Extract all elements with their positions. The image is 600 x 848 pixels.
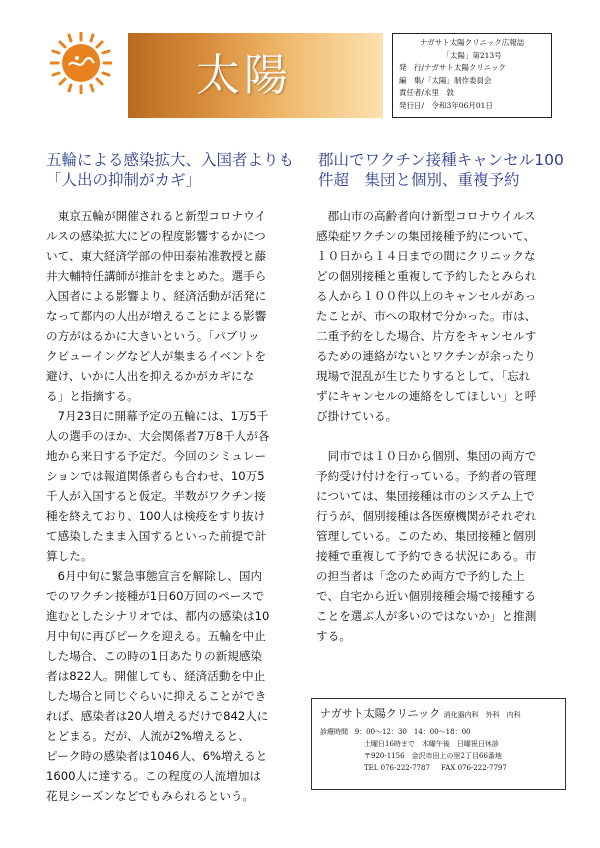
masthead-box bbox=[392, 33, 552, 118]
title-banner bbox=[128, 33, 383, 118]
body-line: 入国者による影響より、経済活動が活発に bbox=[46, 289, 267, 303]
right-article-body bbox=[316, 206, 561, 646]
body-line: 地から来日する予定だ。今回のシミュレー bbox=[46, 449, 267, 463]
masthead-line: ナガサト太陽クリニック広報誌 bbox=[419, 38, 525, 47]
body-line: び掛けている。 bbox=[316, 409, 398, 423]
masthead-line: 編 集/「太陽」制作委員会 bbox=[399, 75, 492, 85]
headline-line: 五輪による感染拡大、入国者よりも bbox=[46, 151, 295, 169]
clinic-address: 〒920-1156 金沢市田上の里2丁目66番地 bbox=[364, 752, 502, 760]
body-line: した場合、この時の1日あたりの新規感染 bbox=[46, 649, 263, 663]
body-line: ずにキャンセルの連絡をしてほしい」と呼 bbox=[316, 389, 537, 403]
masthead-line: 発 行/ナガサト太陽クリニック bbox=[399, 63, 506, 73]
newsletter-title: 太陽 bbox=[196, 50, 292, 101]
body-line: する。 bbox=[316, 629, 351, 643]
body-line: 行うが、個別接種は各医療機関がそれぞれ bbox=[316, 509, 537, 523]
clinic-fax: FAX 076-222-7797 bbox=[441, 764, 507, 772]
body-line: とどまる。だが、人流が2%増えると、 bbox=[46, 729, 250, 743]
body-line: クビューイングなど人が集まるイベントを bbox=[46, 349, 267, 363]
body-line: 同市では１０日から個別、集団の両方で bbox=[316, 449, 537, 463]
clinic-name: ナガサト太陽クリニック bbox=[320, 707, 441, 720]
body-line: で、自宅から近い個別接種会場で接種する bbox=[316, 589, 537, 603]
body-line: たことが、市への取材で分かった。市は、 bbox=[316, 309, 537, 323]
body-line: 東京五輪が開催されると新型コロナウイ bbox=[46, 209, 266, 223]
hours-label: 診療時間 bbox=[320, 728, 348, 736]
body-line: でのワクチン接種が1日60万回のペースで bbox=[46, 589, 265, 603]
clinic-tel: TEL 076-222-7787 bbox=[364, 764, 430, 772]
body-line: 者は822人。開催しても、経済活動を中止 bbox=[46, 669, 266, 683]
body-line: いて、東大経済学部の仲田泰祐准教授と藤 bbox=[46, 249, 267, 263]
body-line: 避け、いかに人出を抑えるかがカギにな bbox=[46, 369, 255, 383]
body-line: 感染症ワクチンの集団接種予約について、 bbox=[316, 229, 536, 243]
body-line: 予約受け付けを行っている。予約者の管理 bbox=[316, 469, 537, 483]
body-line: る」と指摘する。 bbox=[46, 389, 139, 403]
masthead-line: 責任者/永里 敦 bbox=[399, 88, 455, 98]
saturday-hours: 土曜日16時まで 木曜午後 日曜祝日休診 bbox=[364, 740, 499, 748]
body-line: 7月23日に開幕予定の五輪には、1万5千 bbox=[46, 409, 269, 423]
body-line: ことを選ぶ人が多いのではないか」と推測 bbox=[316, 609, 537, 623]
body-line: 千人が入国すると仮定。半数がワクチン接 bbox=[46, 489, 266, 503]
headline-line: 「人出の抑制がカギ」 bbox=[46, 171, 202, 189]
body-line: て感染したまま入国するといった前提で計 bbox=[46, 529, 267, 543]
body-line: 郡山市の高齢者向け新型コロナウイルス bbox=[316, 209, 536, 223]
clinic-hours: 9：00～12：30 14：00～18：00 bbox=[354, 728, 471, 736]
body-line: 人の選手のほか、大会関係者7万8千人が各 bbox=[46, 429, 270, 443]
body-line: 井大輔特任講師が推計をまとめた。選手ら bbox=[46, 269, 267, 283]
body-line: なって都内の人出が増えることによる影響 bbox=[46, 309, 267, 323]
headline-line: 件超 集団と個別、重複予約 bbox=[318, 171, 520, 189]
body-line: の方がはるかに大きいという。「パブリッ bbox=[46, 329, 260, 343]
body-line: １０日から１４日までの間にクリニックな bbox=[316, 249, 536, 263]
body-line: ションでは報道関係者らも合わせ、10万5 bbox=[46, 469, 265, 483]
body-line: の担当者は「念のため両方で予約した上 bbox=[316, 569, 525, 583]
body-line: 6月中旬に緊急事態宣言を解除し、国内 bbox=[46, 569, 263, 583]
body-line: 種を終えており、100人は検疫をすり抜け bbox=[46, 509, 266, 523]
body-line: るための連絡がないとワクチンが余ったり bbox=[316, 349, 536, 363]
right-article-headline bbox=[318, 150, 564, 190]
body-line: 管理している。このため、集団接種と個別 bbox=[316, 529, 536, 543]
clinic-info-box bbox=[311, 698, 566, 790]
headline-line: 郡山でワクチン接種キャンセル100 bbox=[318, 151, 564, 169]
body-line: については、集団接種は市のシステム上で bbox=[316, 489, 535, 503]
body-line: 接種で重複して予約できる状況にある。市 bbox=[316, 549, 537, 563]
body-line: 花見シーズンなどでもみられるという。 bbox=[46, 789, 255, 803]
body-line: ルスの感染拡大にどの程度影響するかにつ bbox=[46, 229, 266, 243]
body-line: ピーク時の感染者は1046人、6%増えると bbox=[46, 749, 268, 763]
body-line: 現場で混乱が生じたりするとして、「忘れ bbox=[316, 369, 531, 383]
masthead-line: 発行日/ 令和3年06月01日 bbox=[399, 100, 493, 110]
body-line: る人から１００件以上のキャンセルがあっ bbox=[316, 289, 537, 303]
body-line: 算した。 bbox=[46, 549, 93, 563]
body-line: した場合と同じぐらいに抑えることができ bbox=[46, 689, 267, 703]
left-article-headline bbox=[46, 150, 294, 190]
body-line: 二重予約をした場合、片方をキャンセルす bbox=[316, 329, 537, 343]
left-article-body bbox=[46, 206, 296, 806]
masthead-line: 「太陽」第213号 bbox=[442, 50, 502, 60]
body-line: 1600人に達する。この程度の人流増加は bbox=[46, 769, 262, 783]
body-line: れば、感染者は20人増えるだけで842人に bbox=[46, 709, 269, 723]
body-line: どの個別接種と重複して予約したとみられ bbox=[316, 269, 537, 283]
sun-logo-icon bbox=[50, 32, 112, 94]
body-line: 月中旬に再びピークを迎える。五輪を中止 bbox=[46, 629, 266, 643]
body-line: 進むとしたシナリオでは、都内の感染は10 bbox=[46, 609, 270, 623]
clinic-departments: 消化器内科 外科 内科 bbox=[443, 711, 521, 719]
paragraph-gap bbox=[316, 426, 561, 446]
